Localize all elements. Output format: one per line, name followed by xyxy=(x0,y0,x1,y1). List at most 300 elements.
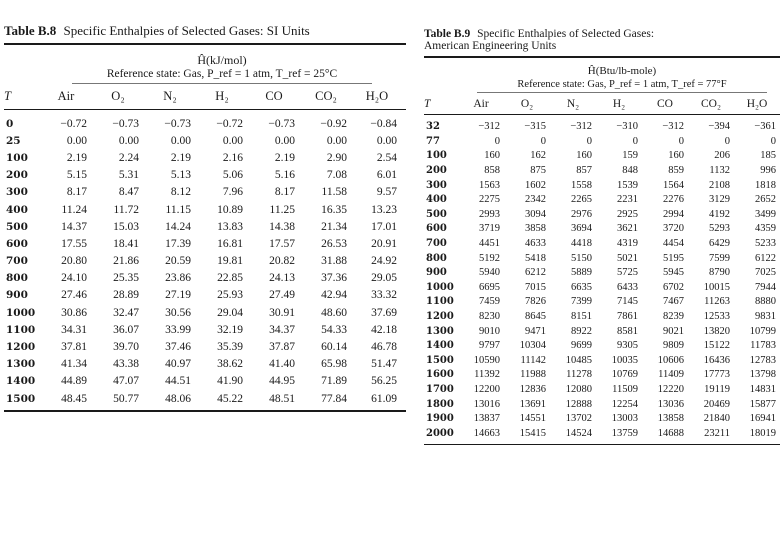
enthalpy-cell: 4418 xyxy=(571,238,592,250)
enthalpy-cell: 875 xyxy=(530,165,546,177)
enthalpy-cell: 9021 xyxy=(663,325,684,337)
enthalpy-cell: 5192 xyxy=(479,252,500,264)
enthalpy-cell: 13837 xyxy=(473,413,500,425)
enthalpy-cell: 56.25 xyxy=(371,375,397,388)
table-row xyxy=(424,251,780,266)
enthalpy-cell: 13.23 xyxy=(371,203,397,216)
enthalpy-cell: 5940 xyxy=(479,267,500,279)
enthalpy-cell: 10035 xyxy=(611,354,638,366)
table-row xyxy=(4,235,402,252)
enthalpy-cell: −0.72 xyxy=(60,117,87,130)
enthalpy-cell: 5.13 xyxy=(170,169,191,182)
enthalpy-cell: 28.89 xyxy=(113,289,139,302)
enthalpy-cell: −312 xyxy=(662,121,684,133)
temperature-cell: 900 xyxy=(426,267,447,279)
enthalpy-cell: 5725 xyxy=(617,267,638,279)
enthalpy-cell: 2993 xyxy=(479,208,500,220)
enthalpy-cell: 48.51 xyxy=(269,392,295,405)
enthalpy-cell: 48.06 xyxy=(165,392,191,405)
enthalpy-cell: 1818 xyxy=(755,179,776,191)
table-b8-top-rule xyxy=(4,43,406,45)
enthalpy-cell: 30.86 xyxy=(61,306,87,319)
temperature-cell: 400 xyxy=(426,194,447,206)
enthalpy-cell: 29.05 xyxy=(371,272,397,285)
enthalpy-cell: 24.92 xyxy=(371,255,397,268)
enthalpy-cell: 8.17 xyxy=(66,186,87,199)
enthalpy-cell: 14.24 xyxy=(165,220,191,233)
enthalpy-cell: 11142 xyxy=(520,354,546,366)
table-row xyxy=(424,338,780,353)
enthalpy-cell: 40.97 xyxy=(165,358,191,371)
enthalpy-cell: 15122 xyxy=(703,340,730,352)
enthalpy-cell: 12080 xyxy=(565,383,592,395)
enthalpy-cell: 29.04 xyxy=(217,306,243,319)
enthalpy-cell: 0.00 xyxy=(170,134,191,147)
enthalpy-cell: 44.95 xyxy=(269,375,295,388)
enthalpy-cell: 13820 xyxy=(703,325,730,337)
column-header: CO₂ xyxy=(701,97,721,110)
table-row xyxy=(4,201,402,218)
temperature-cell: 1500 xyxy=(426,354,454,366)
enthalpy-cell: 5.06 xyxy=(222,169,243,182)
enthalpy-cell: 65.98 xyxy=(321,358,347,371)
enthalpy-cell: 14551 xyxy=(519,413,546,425)
temperature-cell: 32 xyxy=(426,121,440,133)
table-row xyxy=(4,356,402,373)
column-header: Air xyxy=(473,97,489,110)
enthalpy-cell: 160 xyxy=(484,150,500,162)
enthalpy-cell: −0.92 xyxy=(320,117,347,130)
enthalpy-cell: 27.49 xyxy=(269,289,295,302)
temperature-cell: 400 xyxy=(6,203,28,216)
enthalpy-cell: 20.82 xyxy=(269,255,295,268)
enthalpy-cell: 5150 xyxy=(571,252,592,264)
table-b8-number: Table B.8 xyxy=(4,23,57,38)
enthalpy-cell: 10304 xyxy=(519,340,546,352)
temperature-cell: 1000 xyxy=(426,281,454,293)
enthalpy-cell: 37.36 xyxy=(321,272,347,285)
table-b8-body xyxy=(4,115,402,407)
enthalpy-cell: 13858 xyxy=(657,413,684,425)
column-header: O₂ xyxy=(520,97,534,110)
temperature-cell: 1700 xyxy=(426,383,454,395)
column-header: O₂ xyxy=(111,89,125,103)
temperature-cell: 2000 xyxy=(426,427,454,439)
enthalpy-cell: 22.85 xyxy=(217,272,243,285)
enthalpy-cell: 61.09 xyxy=(371,392,397,405)
table-row xyxy=(4,167,402,184)
enthalpy-cell: 17.01 xyxy=(371,220,397,233)
table-row xyxy=(424,120,780,135)
enthalpy-cell: 0 xyxy=(494,135,500,147)
enthalpy-cell: 12783 xyxy=(749,354,776,366)
enthalpy-cell: 2994 xyxy=(663,208,684,220)
table-b8-rows xyxy=(4,115,402,407)
enthalpy-cell: 16.81 xyxy=(217,237,243,250)
table-row xyxy=(4,218,402,235)
enthalpy-cell: 25.35 xyxy=(113,272,139,285)
enthalpy-cell: 51.47 xyxy=(371,358,397,371)
enthalpy-cell: 9305 xyxy=(617,340,638,352)
enthalpy-cell: 5021 xyxy=(617,252,638,264)
column-header: CO₂ xyxy=(315,89,337,103)
enthalpy-cell: 10606 xyxy=(657,354,684,366)
enthalpy-cell: 5195 xyxy=(663,252,684,264)
table-row xyxy=(424,309,780,324)
enthalpy-cell: 5889 xyxy=(571,267,592,279)
enthalpy-cell: 21.86 xyxy=(113,255,139,268)
enthalpy-cell: 6695 xyxy=(479,281,500,293)
column-header: H₂ xyxy=(612,97,626,110)
enthalpy-cell: 2.19 xyxy=(274,151,295,164)
temperature-cell: 800 xyxy=(6,272,28,285)
enthalpy-cell: 46.78 xyxy=(371,341,397,354)
temperature-cell: 77 xyxy=(426,135,440,147)
enthalpy-cell: 11409 xyxy=(658,369,684,381)
enthalpy-cell: 20.80 xyxy=(61,255,87,268)
column-header: N₂ xyxy=(566,97,580,110)
table-b9-number: Table B.9 xyxy=(424,28,471,40)
enthalpy-cell: 71.89 xyxy=(321,375,347,388)
enthalpy-cell: 16941 xyxy=(749,413,776,425)
table-b9-unit-label: Ĥ(Btu/lb-mole) xyxy=(587,64,657,77)
enthalpy-cell: 0.00 xyxy=(326,134,347,147)
enthalpy-cell: 33.32 xyxy=(371,289,397,302)
table-b9-header-rule xyxy=(424,114,780,115)
table-row xyxy=(424,178,780,193)
table-b8-title: Specific Enthalpies of Selected Gases: SI Units xyxy=(63,23,310,38)
enthalpy-cell: 8581 xyxy=(617,325,638,337)
table-b9-panel xyxy=(424,0,780,445)
enthalpy-cell: 7459 xyxy=(479,296,500,308)
enthalpy-cell: 20.59 xyxy=(165,255,191,268)
enthalpy-cell: 10485 xyxy=(565,354,592,366)
enthalpy-cell: 8.47 xyxy=(118,186,139,199)
table-row xyxy=(424,324,780,339)
enthalpy-cell: 11988 xyxy=(520,369,546,381)
enthalpy-cell: 14831 xyxy=(749,383,776,395)
enthalpy-cell: 6433 xyxy=(617,281,638,293)
enthalpy-cell: 3621 xyxy=(617,223,638,235)
enthalpy-cell: 11.72 xyxy=(113,203,139,216)
column-header: H₂ xyxy=(215,89,229,103)
temperature-cell: 1300 xyxy=(426,325,454,337)
temperature-cell: 25 xyxy=(6,134,21,147)
enthalpy-cell: 2652 xyxy=(755,194,776,206)
enthalpy-cell: 8230 xyxy=(479,311,500,323)
enthalpy-cell: 60.14 xyxy=(321,341,347,354)
temperature-cell: 0 xyxy=(6,117,14,130)
table-b8-header xyxy=(4,89,402,104)
enthalpy-cell: 5418 xyxy=(525,252,546,264)
enthalpy-cell: 3719 xyxy=(479,223,500,235)
enthalpy-cell: 9699 xyxy=(571,340,592,352)
enthalpy-cell: 9831 xyxy=(755,311,776,323)
enthalpy-cell: 2.24 xyxy=(118,151,139,164)
enthalpy-cell: 0 xyxy=(770,135,776,147)
table-row xyxy=(424,207,780,222)
enthalpy-cell: 7.96 xyxy=(222,186,243,199)
enthalpy-cell: −312 xyxy=(478,121,500,133)
temperature-cell: 100 xyxy=(426,150,447,162)
enthalpy-cell: 37.46 xyxy=(165,341,191,354)
enthalpy-cell: 14524 xyxy=(565,427,592,439)
enthalpy-cell: 14663 xyxy=(473,427,500,439)
enthalpy-cell: 162 xyxy=(530,150,546,162)
table-b9-body xyxy=(424,120,780,441)
enthalpy-cell: 9010 xyxy=(479,325,500,337)
enthalpy-cell: 0.00 xyxy=(376,134,397,147)
enthalpy-cell: 4192 xyxy=(709,208,730,220)
enthalpy-cell: 14.37 xyxy=(61,220,87,233)
enthalpy-cell: 160 xyxy=(576,150,592,162)
table-row xyxy=(424,222,780,237)
enthalpy-cell: 3694 xyxy=(571,223,592,235)
enthalpy-cell: 44.51 xyxy=(165,375,191,388)
temperature-cell: 200 xyxy=(426,165,447,177)
enthalpy-cell: 4633 xyxy=(525,238,546,250)
temperature-cell: 300 xyxy=(426,179,447,191)
table-b8-unit-label: Ĥ(kJ/mol) xyxy=(197,53,247,67)
enthalpy-cell: 36.07 xyxy=(113,323,139,336)
table-row xyxy=(424,397,780,412)
table-row xyxy=(424,411,780,426)
enthalpy-cell: 4454 xyxy=(663,238,684,250)
enthalpy-cell: 3129 xyxy=(709,194,730,206)
enthalpy-cell: 15.03 xyxy=(113,220,139,233)
table-b9-title-line2: American Engineering Units xyxy=(424,40,557,52)
enthalpy-cell: 17773 xyxy=(703,369,730,381)
enthalpy-cell: 0 xyxy=(678,135,684,147)
enthalpy-cell: 21840 xyxy=(703,413,730,425)
table-row xyxy=(424,382,780,397)
enthalpy-cell: 0 xyxy=(632,135,638,147)
enthalpy-cell: 6702 xyxy=(663,281,684,293)
temperature-cell: 200 xyxy=(6,169,28,182)
table-row xyxy=(424,426,780,441)
enthalpy-cell: 2231 xyxy=(617,194,638,206)
enthalpy-cell: 7399 xyxy=(571,296,592,308)
table-row xyxy=(424,353,780,368)
enthalpy-cell: 27.19 xyxy=(165,289,191,302)
enthalpy-cell: −0.73 xyxy=(164,117,191,130)
enthalpy-cell: 996 xyxy=(760,165,776,177)
enthalpy-cell: 44.89 xyxy=(61,375,87,388)
table-row xyxy=(4,373,402,390)
column-header: N₂ xyxy=(163,89,177,103)
enthalpy-cell: 0 xyxy=(724,135,730,147)
temperature-cell: 700 xyxy=(6,255,28,268)
enthalpy-cell: 5233 xyxy=(755,238,776,250)
enthalpy-cell: 6429 xyxy=(709,238,730,250)
column-header: T xyxy=(424,97,431,110)
enthalpy-cell: 2.16 xyxy=(222,151,243,164)
enthalpy-cell: 8.12 xyxy=(170,186,191,199)
enthalpy-cell: 1132 xyxy=(709,165,730,177)
enthalpy-cell: 6122 xyxy=(755,252,776,264)
table-row xyxy=(4,115,402,132)
table-row xyxy=(4,270,402,287)
enthalpy-cell: 37.81 xyxy=(61,341,87,354)
enthalpy-cell: 17.57 xyxy=(269,237,295,250)
enthalpy-cell: 10769 xyxy=(611,369,638,381)
enthalpy-cell: 42.94 xyxy=(321,289,347,302)
enthalpy-cell: 39.70 xyxy=(113,341,139,354)
table-row xyxy=(424,368,780,383)
table-row xyxy=(4,304,402,321)
enthalpy-cell: 9471 xyxy=(525,325,546,337)
column-header: H₂O xyxy=(746,97,768,110)
enthalpy-cell: 7599 xyxy=(709,252,730,264)
enthalpy-cell: 3858 xyxy=(525,223,546,235)
enthalpy-cell: 0.00 xyxy=(222,134,243,147)
enthalpy-cell: 13036 xyxy=(657,398,684,410)
enthalpy-cell: −394 xyxy=(708,121,730,133)
temperature-cell: 1100 xyxy=(426,296,454,308)
enthalpy-cell: 31.88 xyxy=(321,255,347,268)
temperature-cell: 1400 xyxy=(6,375,36,388)
table-row xyxy=(424,192,780,207)
enthalpy-cell: 17.39 xyxy=(165,237,191,250)
enthalpy-cell: 5945 xyxy=(663,267,684,279)
enthalpy-cell: 32.19 xyxy=(217,323,243,336)
enthalpy-cell: −0.72 xyxy=(216,117,243,130)
enthalpy-cell: 41.40 xyxy=(269,358,295,371)
temperature-cell: 1100 xyxy=(6,323,36,336)
enthalpy-cell: 47.07 xyxy=(113,375,139,388)
enthalpy-cell: 2.90 xyxy=(326,151,347,164)
temperature-cell: 500 xyxy=(6,220,28,233)
enthalpy-cell: 11.58 xyxy=(321,186,347,199)
enthalpy-cell: 0.00 xyxy=(118,134,139,147)
enthalpy-cell: 23211 xyxy=(704,427,730,439)
enthalpy-cell: 13702 xyxy=(565,413,592,425)
enthalpy-cell: 38.62 xyxy=(217,358,243,371)
table-row xyxy=(4,132,402,149)
enthalpy-cell: 34.31 xyxy=(61,323,87,336)
enthalpy-cell: 11263 xyxy=(704,296,730,308)
temperature-cell: 800 xyxy=(426,252,447,264)
header-row xyxy=(4,89,402,104)
enthalpy-cell: 20.91 xyxy=(371,237,397,250)
enthalpy-cell: 8880 xyxy=(755,296,776,308)
enthalpy-cell: 7.08 xyxy=(326,169,347,182)
enthalpy-cell: 11278 xyxy=(566,369,592,381)
enthalpy-cell: 13016 xyxy=(473,398,500,410)
enthalpy-cell: −315 xyxy=(524,121,546,133)
table-row xyxy=(424,265,780,280)
temperature-cell: 1600 xyxy=(426,369,454,381)
enthalpy-cell: 10015 xyxy=(703,281,730,293)
column-header: CO xyxy=(265,89,283,103)
enthalpy-cell: 159 xyxy=(622,150,638,162)
enthalpy-cell: 12254 xyxy=(611,398,638,410)
enthalpy-cell: 2276 xyxy=(663,194,684,206)
enthalpy-cell: 6.01 xyxy=(376,169,397,182)
enthalpy-cell: 1602 xyxy=(525,179,546,191)
temperature-cell: 600 xyxy=(6,237,28,250)
temperature-cell: 700 xyxy=(426,238,447,250)
enthalpy-cell: 12220 xyxy=(657,383,684,395)
enthalpy-cell: 14688 xyxy=(657,427,684,439)
enthalpy-cell: 19119 xyxy=(704,383,730,395)
table-b9-rows xyxy=(424,120,780,441)
enthalpy-cell: 13798 xyxy=(749,369,776,381)
enthalpy-cell: 7861 xyxy=(617,311,638,323)
enthalpy-cell: 8922 xyxy=(571,325,592,337)
enthalpy-cell: 43.38 xyxy=(113,358,139,371)
enthalpy-cell: 13.83 xyxy=(217,220,243,233)
enthalpy-cell: 8645 xyxy=(525,311,546,323)
enthalpy-cell: 1563 xyxy=(479,179,500,191)
enthalpy-cell: 2925 xyxy=(617,208,638,220)
temperature-cell: 100 xyxy=(6,151,28,164)
column-header: CO xyxy=(657,97,673,110)
enthalpy-cell: 18.41 xyxy=(113,237,139,250)
temperature-cell: 1800 xyxy=(426,398,454,410)
temperature-cell: 1000 xyxy=(6,306,36,319)
column-header: T xyxy=(4,89,11,103)
enthalpy-cell: 14.38 xyxy=(269,220,295,233)
enthalpy-cell: 2976 xyxy=(571,208,592,220)
table-b8-bottom-rule xyxy=(4,410,406,412)
table-row xyxy=(424,163,780,178)
table-b8-reference-state: Reference state: Gas, P_ref = 1 atm, T_ref = 25°C xyxy=(106,68,338,80)
enthalpy-cell: 11.25 xyxy=(269,203,295,216)
column-header: Air xyxy=(57,89,75,103)
table-b9-header xyxy=(424,98,780,110)
enthalpy-cell: 16.35 xyxy=(321,203,347,216)
enthalpy-cell: −312 xyxy=(570,121,592,133)
enthalpy-cell: 11509 xyxy=(612,383,638,395)
enthalpy-cell: 160 xyxy=(668,150,684,162)
enthalpy-cell: 3094 xyxy=(525,208,546,220)
enthalpy-cell: 11783 xyxy=(750,340,776,352)
table-row xyxy=(424,280,780,295)
temperature-cell: 300 xyxy=(6,186,28,199)
enthalpy-cell: 12836 xyxy=(519,383,546,395)
table-b9-caption xyxy=(424,28,780,52)
enthalpy-cell: 11392 xyxy=(474,369,500,381)
enthalpy-cell: 13759 xyxy=(611,427,638,439)
enthalpy-cell: 8.17 xyxy=(274,186,295,199)
enthalpy-cell: 16436 xyxy=(703,354,730,366)
enthalpy-cell: 15877 xyxy=(749,398,776,410)
enthalpy-cell: 13003 xyxy=(611,413,638,425)
enthalpy-cell: 10799 xyxy=(749,325,776,337)
enthalpy-cell: 35.39 xyxy=(217,341,243,354)
enthalpy-cell: 24.10 xyxy=(61,272,87,285)
enthalpy-cell: −361 xyxy=(754,121,776,133)
temperature-cell: 1400 xyxy=(426,340,454,352)
table-b9-title-line1: Specific Enthalpies of Selected Gases: xyxy=(477,28,655,40)
enthalpy-cell: 4359 xyxy=(755,223,776,235)
enthalpy-cell: 17.55 xyxy=(61,237,87,250)
enthalpy-cell: 34.37 xyxy=(269,323,295,336)
enthalpy-cell: 2.19 xyxy=(170,151,191,164)
enthalpy-cell: 2.19 xyxy=(66,151,87,164)
enthalpy-cell: 5293 xyxy=(709,223,730,235)
enthalpy-cell: 9797 xyxy=(479,340,500,352)
enthalpy-cell: 4451 xyxy=(479,238,500,250)
enthalpy-cell: 33.99 xyxy=(165,323,191,336)
enthalpy-cell: 7015 xyxy=(525,281,546,293)
enthalpy-cell: 8151 xyxy=(571,311,592,323)
enthalpy-cell: 18019 xyxy=(749,427,776,439)
temperature-cell: 1200 xyxy=(426,311,454,323)
table-b8-header-line xyxy=(72,83,372,84)
temperature-cell: 1300 xyxy=(6,358,36,371)
